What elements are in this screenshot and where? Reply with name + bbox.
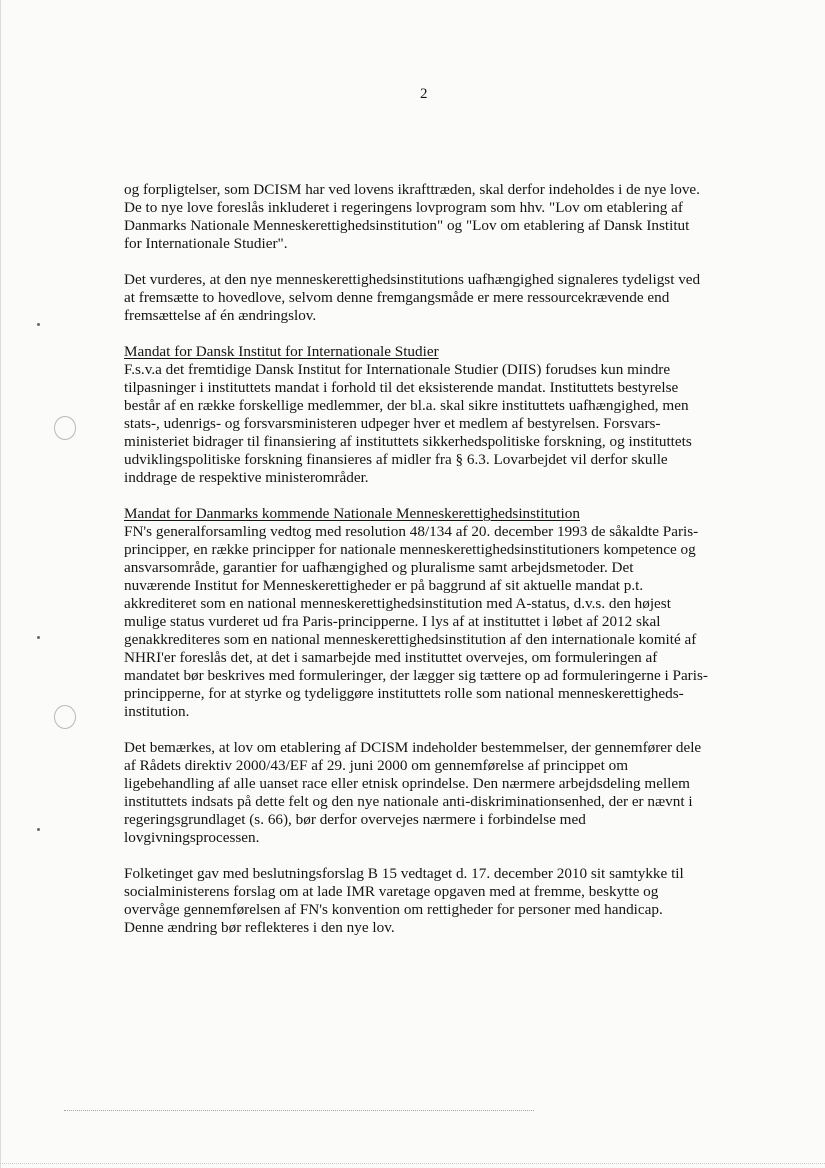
text-line: Det vurderes, at den nye menneskerettighedsinstitutions uafhængighed signaleres tydeligst ved: [124, 271, 701, 288]
text-line: instituttets indsats på dette felt og den nye nationale anti-diskriminationsenhed, der er nævnt i: [124, 793, 693, 810]
text-line: NHRI'er foreslås det, at det i samarbejde med instituttet overvejes, om formuleringen af: [124, 649, 658, 666]
scan-artifact-rule: [0, 1163, 825, 1164]
text-line: socialministerens forslag om at lade IMR varetage opgaven med at fremme, beskytte og: [124, 883, 659, 900]
margin-dot: [37, 828, 40, 831]
document-body: [124, 181, 736, 955]
text-line: nuværende Institut for Menneskerettigheder er på baggrund af sit aktuelle mandat p.t.: [124, 577, 644, 594]
text-line: tilpasninger i instituttets mandat i forhold til det eksisterende mandat. Instituttets bestyrelse: [124, 379, 679, 396]
margin-dot: [37, 323, 40, 326]
text-line: Danmarks Nationale Menneskerettighedsinstitution" og "Lov om etablering af Dansk Institut: [124, 217, 690, 234]
text-line: af Rådets direktiv 2000/43/EF af 29. juni 2000 om gennemførelse af princippet om: [124, 757, 629, 774]
margin-dot: [37, 636, 40, 639]
text-line: inddrage de respektive ministerområder.: [124, 469, 369, 486]
scan-artifact-rule: [64, 1110, 534, 1111]
text-line: regeringsgrundlaget (s. 66), bør derfor overvejes nærmere i forbindelse med: [124, 811, 586, 828]
text-line: Denne ændring bør reflekteres i den nye lov.: [124, 919, 395, 936]
text-line: udviklingspolitiske forskning finansieres af midler fra § 6.3. Lovarbejdet vil derfor skulle: [124, 451, 668, 468]
text-line: mulige status vurderet ud fra Paris-principperne. I lys af at instituttet i løbet af 2012 skal: [124, 613, 661, 630]
paragraph-independence: [124, 271, 736, 325]
text-line: principperne, for at styrke og tydeliggøre instituttets rolle som national menneskerettigheds-: [124, 685, 684, 702]
text-line: akkrediteret som en national menneskerettighedsinstitution med A-status, d.v.s. den højest: [124, 595, 671, 612]
text-line: fremsættelse af én ændringslov.: [124, 307, 317, 324]
text-line: genakkrediteres som en national menneskerettighedsinstitution af den internationale komité af: [124, 631, 697, 648]
text-line: og forpligtelser, som DCISM har ved lovens ikrafttræden, skal derfor indeholdes i de nye love.: [124, 181, 700, 198]
text-line: ansvarsområde, garantier for uafhængighed og pluralisme samt arbejdsmetoder. Det: [124, 559, 634, 576]
text-line: Det bemærkes, at lov om etablering af DCISM indeholder bestemmelser, der gennemfører dele: [124, 739, 702, 756]
text-line: De to nye love foreslås inkluderet i regeringens lovprogram som hhv. "Lov om etablering af: [124, 199, 683, 216]
paragraph-dcism-directive: [124, 739, 736, 847]
punch-hole-icon: [54, 416, 76, 440]
paragraph-new-laws: [124, 181, 736, 253]
section-nhri-mandate: [124, 505, 736, 721]
text-line: principper, en række principper for nationale menneskerettighedsinstitutioners kompetence og: [124, 541, 696, 558]
text-line: stats-, udenrigs- og forsvarsministeren udpeger hver et medlem af bestyrelsen. Forsvars-: [124, 415, 661, 432]
text-line: mandatet bør beskrives med formuleringer, der lægger sig tættere op ad formuleringerne i Paris-: [124, 667, 708, 684]
text-line: institution.: [124, 703, 190, 720]
text-line: Folketinget gav med beslutningsforslag B 15 vedtaget d. 17. december 2010 sit samtykke til: [124, 865, 684, 882]
text-line: ligebehandling af alle uanset race eller etnisk oprindelse. Den nærmere arbejdsdeling mellem: [124, 775, 690, 792]
section-diis-mandate: [124, 343, 736, 487]
text-line: ministeriet bidrager til finansiering af instituttets sikkerhedspolitiske forskning, og instituttets: [124, 433, 692, 450]
punch-hole-icon: [54, 705, 76, 729]
text-line: for Internationale Studier".: [124, 235, 288, 252]
section-heading: Mandat for Dansk Institut for Internationale Studier: [124, 343, 439, 360]
text-line: F.s.v.a det fremtidige Dansk Institut for Internationale Studier (DIIS) forudses kun mindre: [124, 361, 671, 378]
text-line: består af en række forskellige medlemmer, der bl.a. skal sikre instituttets uafhængighed, men: [124, 397, 689, 414]
page-number: 2: [420, 86, 428, 102]
paragraph-folketinget: [124, 865, 736, 937]
text-line: at fremsætte to hovedlove, selvom denne fremgangsmåde er mere ressourcekrævende end: [124, 289, 670, 306]
scan-edge-line: [0, 0, 1, 1168]
text-line: FN's generalforsamling vedtog med resolution 48/134 af 20. december 1993 de såkaldte Paris-: [124, 523, 699, 540]
section-heading: Mandat for Danmarks kommende Nationale Menneskerettighedsinstitution: [124, 505, 580, 522]
text-line: lovgivningsprocessen.: [124, 829, 260, 846]
text-line: overvåge gennemførelsen af FN's konvention om rettigheder for personer med handicap.: [124, 901, 663, 918]
